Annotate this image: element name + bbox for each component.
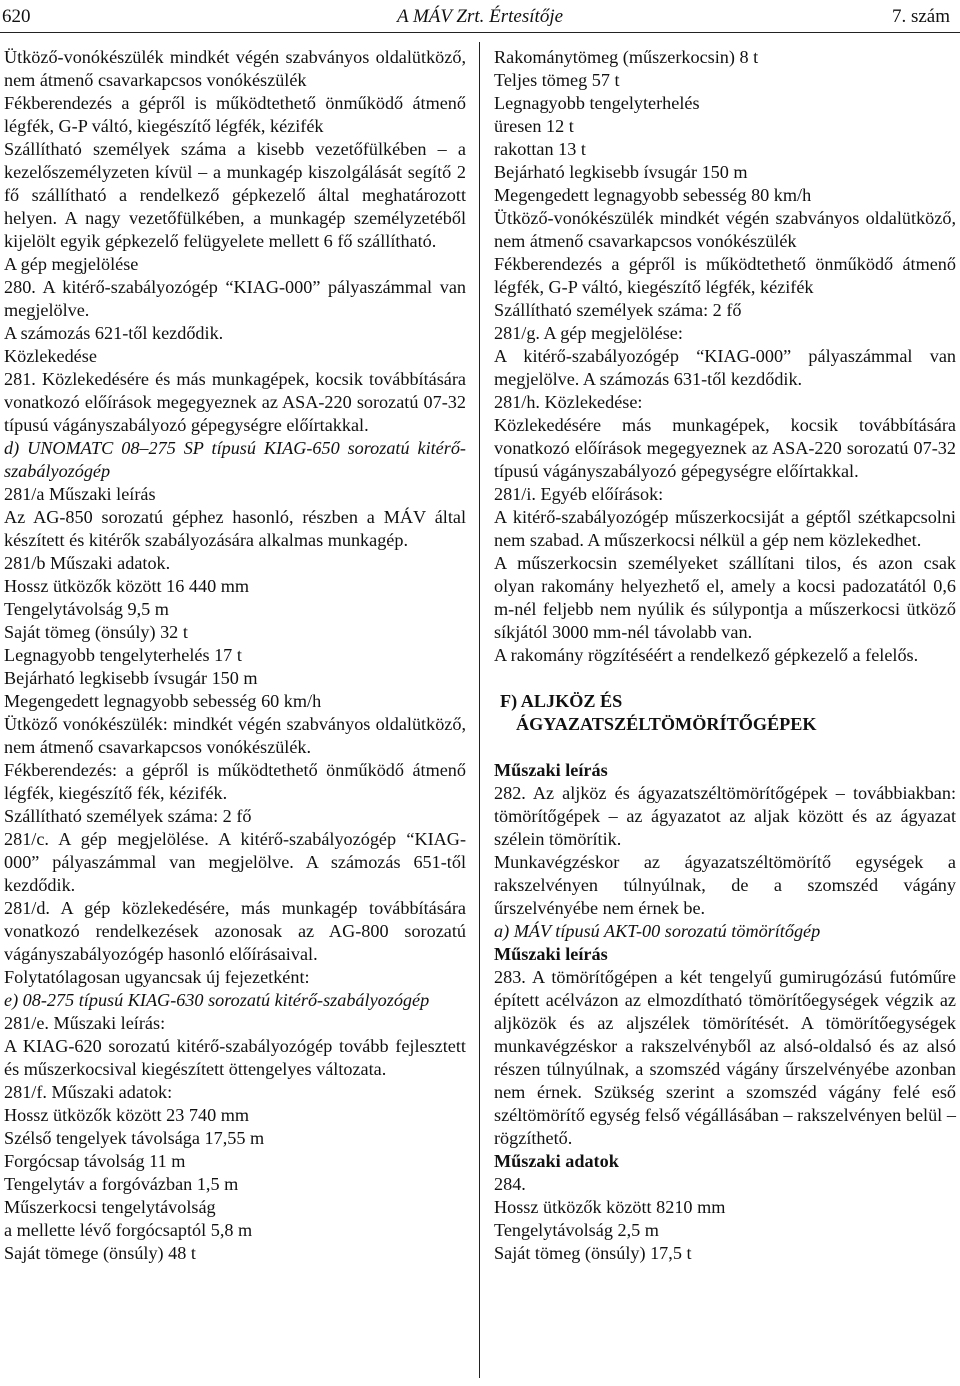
section-title: a) MÁV típusú AKT-00 sorozatú tömörítőgép [494,921,821,941]
paragraph: Közlekedésére más munkagépek, kocsik továbbítására vonatkozó előírások megegyeznek az ASA-220 sorozatú 07-32 típusú vágányszabályozó gépegységre előírtakkal. [494,415,956,481]
spec-line: Hossz ütközők között 16 440 mm [4,576,250,596]
spec-line: a mellette lévő forgócsaptól 5,8 m [4,1220,253,1240]
spec-line: Saját tömege (önsúly) 48 t [4,1243,196,1263]
paragraph: Munkavégzéskor az ágyazatszéltömörítő egységek a rakszelvényen túlnyúlnak, de a szomszéd vágány űrszelvényébe nem érnek be. [494,852,956,918]
spec-line: Teljes tömeg 57 t [494,70,620,90]
spec-line: Legnagyobb tengelyterhelés [494,93,700,113]
header-rule [0,32,960,33]
spacer [494,736,956,759]
subheading: Műszaki leírás [494,760,608,780]
paragraph: Ütköző-vonókészülék mindkét végén szabványos oldalütköző, nem átmenő csavarkapcsos vonókészülék [494,208,956,251]
spec-line: Forgócsap távolság 11 m [4,1151,186,1171]
subheading: Műszaki leírás [494,944,608,964]
spacer [494,667,956,690]
paragraph: Fékberendezés: a gépről is működtethető önműködő átmenő légfék, kiegészítő fék, kézifék. [4,760,466,803]
subheading: 281/i. Egyéb előírások: [494,484,664,504]
paragraph: Fékberendezés a gépről is működtethető önműködő átmenő légfék, G-P váltó, kiegészítő légfék, kézifék [494,254,956,297]
spec-line: üresen 12 t [494,116,574,136]
subheading: 281/h. Közlekedése: [494,392,643,412]
subheading: 281/b Műszaki adatok. [4,553,171,573]
spec-line: Hossz ütközők között 23 740 mm [4,1105,250,1125]
column-divider [479,42,480,1378]
spec-line: Bejárható legkisebb ívsugár 150 m [4,668,258,688]
spec-line: Szélső tengelyek távolsága 17,55 m [4,1128,265,1148]
chapter-heading: ÁGYAZATSZÉLTÖMÖRÍTŐGÉPEK [516,714,817,734]
left-column [4,46,466,1265]
spec-line: Legnagyobb tengelyterhelés 17 t [4,645,242,665]
paragraph: A kitérő-szabályozógép “KIAG-000” pályaszámmal van megjelölve. A számozás 631-től kezdődik. [494,346,956,389]
spec-line: Bejárható legkisebb ívsugár 150 m [494,162,748,182]
spec-line: Saját tömeg (önsúly) 32 t [4,622,188,642]
spec-line: Hossz ütközők között 8210 mm [494,1197,726,1217]
subheading: 281/g. A gép megjelölése: [494,323,683,343]
paragraph: Szállítható személyek száma a kisebb vezetőfülkében – a kezelőszemélyzeten kívül – a munkagép kiszolgálását segítő 2 fő szállítható a rendelkező gépkezelő által meghatározott helyen. A nagy vezetőfülkében, a munkagép személyzetéből kijelölt egyik gépkezelő felügyelete mellett 6 fő szállítható. [4,139,466,251]
paragraph: 281/c. A gép megjelölése. A kitérő-szabályozógép “KIAG-000” pályaszámmal van megjelölve. A számozás 651-től kezdődik. [4,829,466,895]
chapter-heading: F) ALJKÖZ ÉS [500,691,623,711]
paragraph: A műszerkocsin személyeket szállítani tilos, és azon csak olyan rakomány helyezhető el, amely a kocsi padozatától 0,6 m-nél feljebb nem nyúlik és súlypontja a műszerkocsi ütköző síkjától 3000 mm-nél távolabb van. [494,553,956,642]
paragraph: Ütköző vonókészülék: mindkét végén szabványos oldalütköző, nem átmenő csavarkapcsos vonókészülék. [4,714,466,757]
issue-number: 7. szám [891,6,950,27]
spec-line: Szállítható személyek száma: 2 fő [494,300,742,320]
subheading: 281/a Műszaki leírás [4,484,156,504]
right-column [494,46,956,1265]
spec-line: Rakománytömeg (műszerkocsin) 8 t [494,47,759,67]
paragraph: 282. Az aljköz és ágyazatszéltömörítőgépek – továbbiakban: tömörítőgépek – az ágyazatot az aljak között és az ágyazat szélein tömörítik. [494,783,956,849]
subheading: 281/f. Műszaki adatok: [4,1082,173,1102]
spec-line: Tengelytávolság 9,5 m [4,599,169,619]
section-title: e) 08-275 típusú KIAG-630 sorozatú kitérő-szabályozógép [4,990,430,1010]
page-number-left: 620 [2,6,31,27]
subheading: Műszaki adatok [494,1151,619,1171]
paragraph: A kitérő-szabályozógép műszerkocsiját a géptől szétkapcsolni nem szabad. A műszerkocsi nélkül a gép nem közlekedhet. [494,507,956,550]
spec-line: Szállítható személyek száma: 2 fő [4,806,252,826]
spec-line: Saját tömeg (önsúly) 17,5 t [494,1243,692,1263]
spec-line: Megengedett legnagyobb sebesség 80 km/h [494,185,812,205]
paragraph: 281/d. A gép közlekedésére, más munkagép továbbítására vonatkozó rendelkezések azonosak az AG-800 sorozatú vágányszabályozógép hasonló előírásaival. [4,898,466,964]
section-title: d) UNOMATC 08–275 SP típusú KIAG-650 sorozatú kitérő-szabályozógép [4,438,466,481]
paragraph: Folytatólagosan ugyancsak új fejezetként: [4,967,310,987]
paragraph: A KIAG-620 sorozatú kitérő-szabályozógép tovább fejlesztett és műszerkocsival kiegészített öttengelyes változata. [4,1036,466,1079]
paragraph: 280. A kitérő-szabályozógép “KIAG-000” pályaszámmal van megjelölve. [4,277,466,320]
subheading: 281/e. Műszaki leírás: [4,1013,166,1033]
paragraph: 283. A tömörítőgépen a két tengelyű gumirugózású futóműre épített acélvázon az elmozdítható tömörítőegységek végzik az aljközök és az aljszélek tömörítését. A tömörítőegységek munkavégzéskor a rakszelvényből az alsó-oldalsó és az alsó részen túlnyúlnak, a szomszéd vágány űrszelvényébe azonban nem érnek. Szükség szerint a szomszéd vágány felé eső széltömörítő egység felső végállásában – rakszelvényen belül – rögzíthető. [494,967,956,1148]
paragraph: Ütköző-vonókészülék mindkét végén szabványos oldalütköző, nem átmenő csavarkapcsos vonókészülék [4,47,466,90]
spec-line: 284. [494,1174,526,1194]
paragraph: A számozás 621-től kezdődik. [4,323,224,343]
page-header [0,6,960,28]
spec-line: rakottan 13 t [494,139,586,159]
journal-title: A MÁV Zrt. Értesítője [396,6,564,27]
paragraph: 281. Közlekedésére és más munkagépek, kocsik továbbítására vonatkozó előírások megegyeznek az ASA-220 sorozatú 07-32 típusú vágányszabályozó gépegységre előírtakkal. [4,369,466,435]
spec-line: Tengelytávolság 2,5 m [494,1220,659,1240]
spec-line: Tengelytáv a forgóvázban 1,5 m [4,1174,239,1194]
paragraph: Az AG-850 sorozatú géphez hasonló, részben a MÁV által készített és kitérők szabályozására alkalmas munkagép. [4,507,466,550]
paragraph: Fékberendezés a gépről is működtethető önműködő átmenő légfék, G-P váltó, kiegészítő légfék, kézifék [4,93,466,136]
subheading: Közlekedése [4,346,97,366]
spec-line: Műszerkocsi tengelytávolság [4,1197,216,1217]
spec-line: Megengedett legnagyobb sebesség 60 km/h [4,691,322,711]
subheading: A gép megjelölése [4,254,139,274]
paragraph: A rakomány rögzítéséért a rendelkező gépkezelő a felelős. [494,645,919,665]
